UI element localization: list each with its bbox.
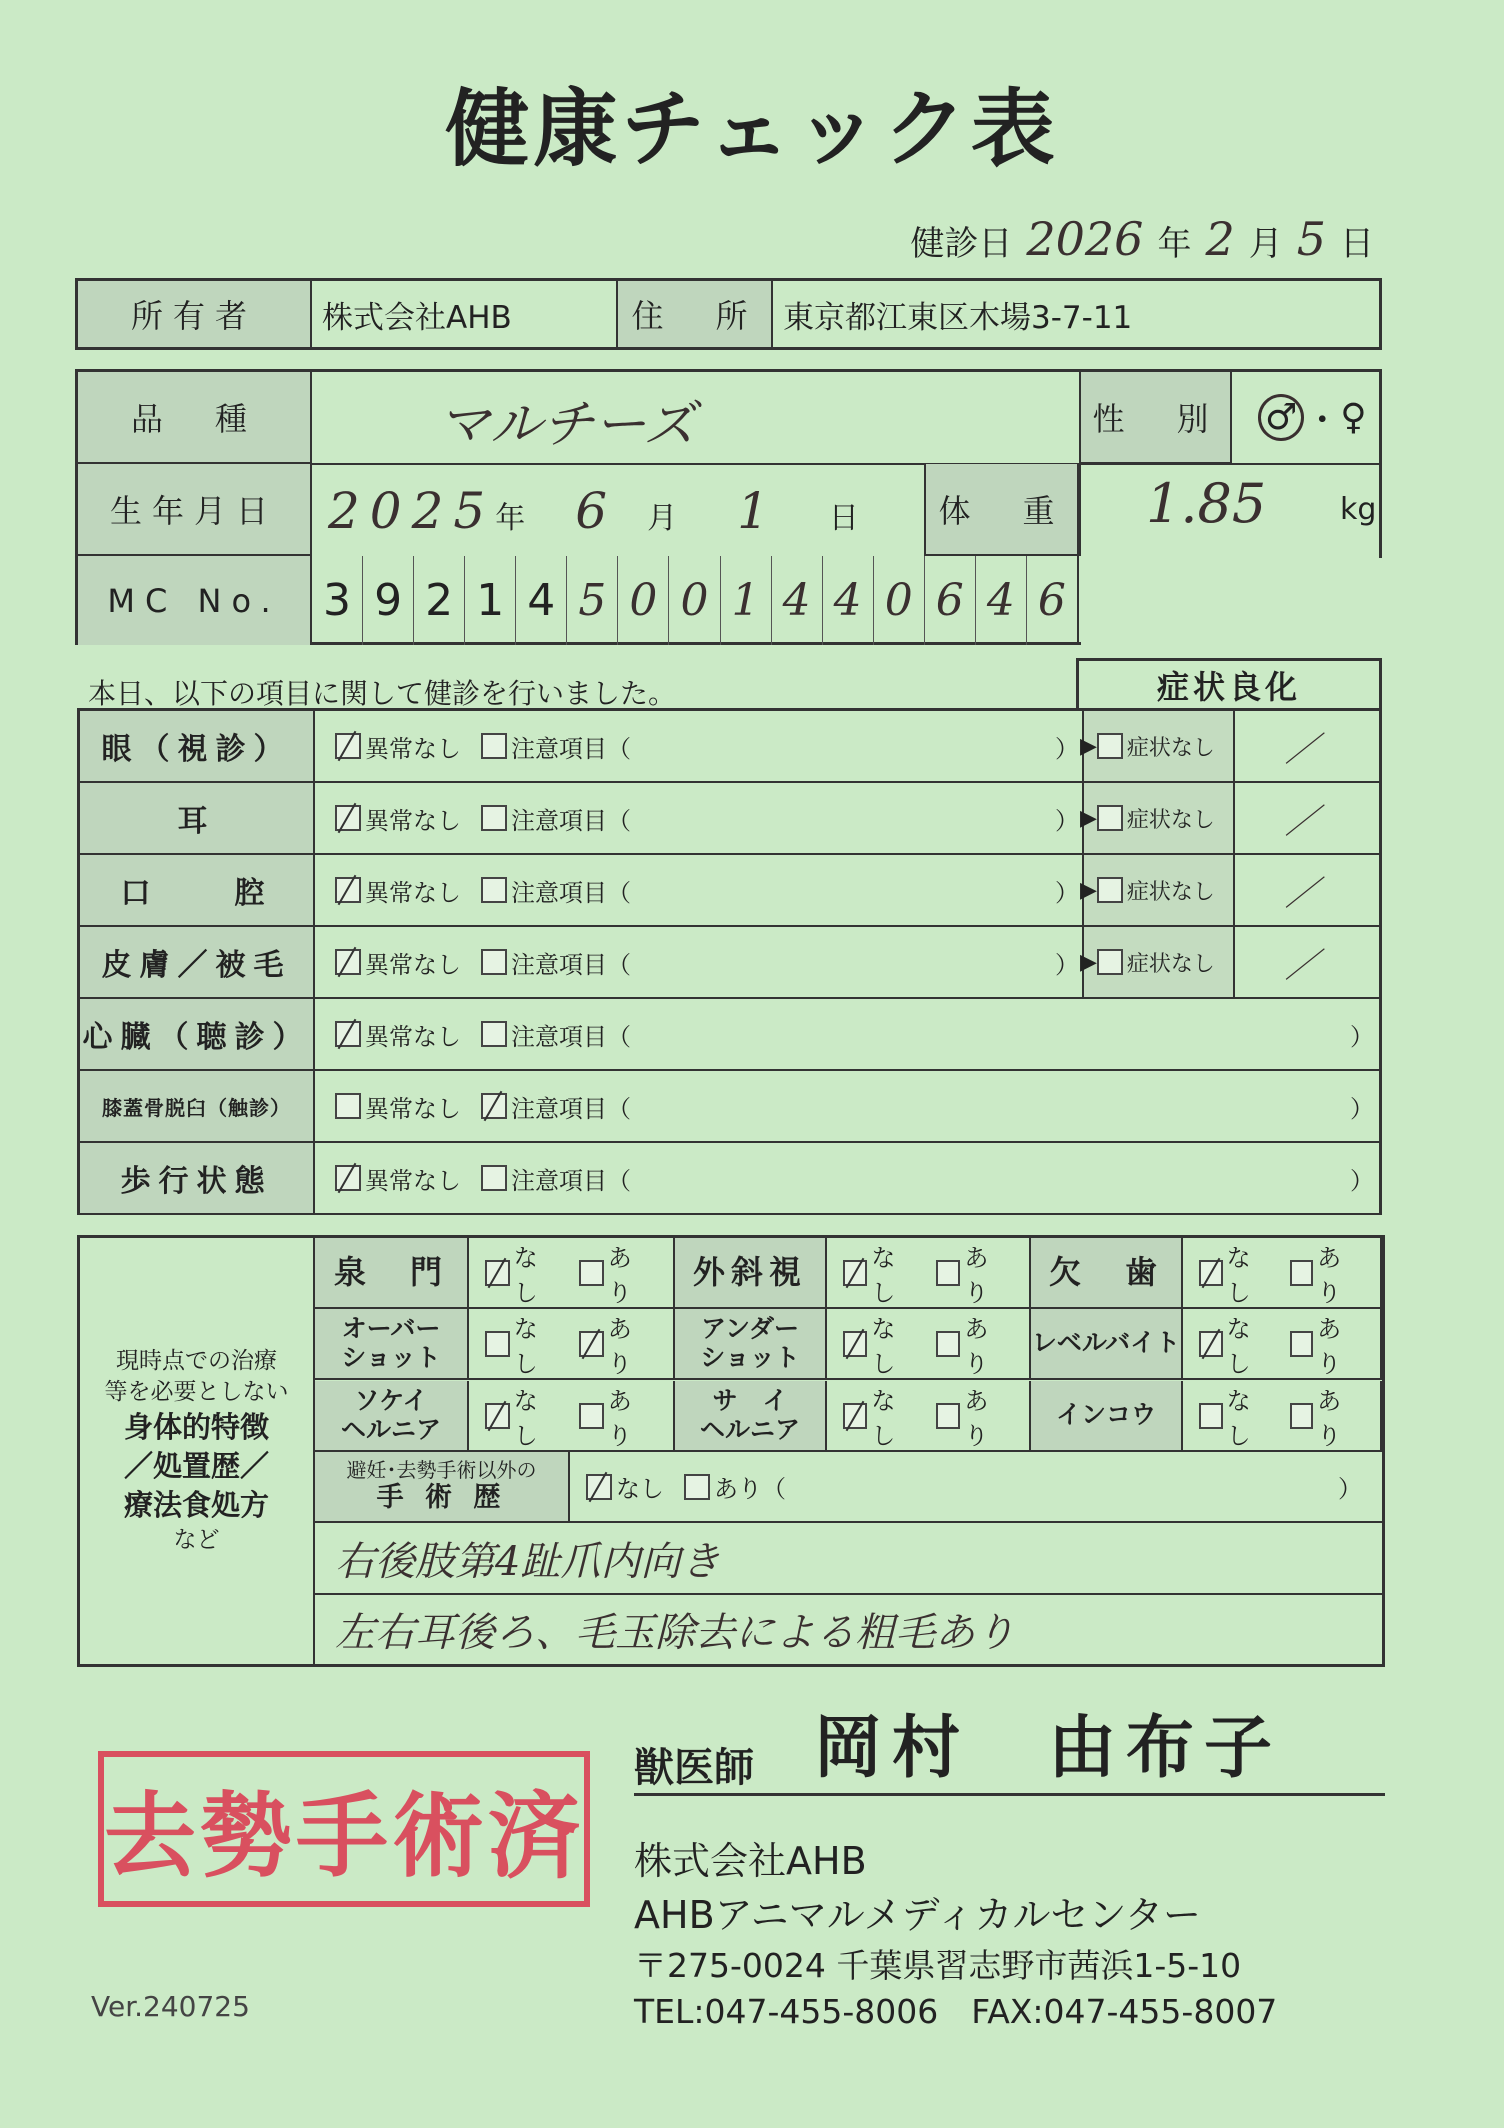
present-checkbox[interactable] — [936, 1403, 960, 1429]
feature-options — [827, 1381, 1031, 1452]
none-option — [1199, 1309, 1270, 1379]
caution-checkbox[interactable] — [481, 1165, 507, 1191]
side-label-line: 現時点での治療 — [116, 1347, 277, 1374]
none-checkbox[interactable] — [1199, 1260, 1223, 1286]
exam-day: 5 — [1296, 212, 1326, 266]
exam-year: 2026 — [1026, 212, 1144, 266]
caution-checkbox[interactable] — [481, 805, 507, 831]
exam-date-label: 健診日 — [910, 224, 1013, 264]
none-checkbox[interactable] — [485, 1260, 510, 1286]
address-value: 東京都江東区木場3-7-11 — [783, 299, 1133, 336]
feature-label: レベルバイト — [1031, 1309, 1183, 1380]
improve-slash: ／ — [1285, 945, 1319, 986]
normal-checkbox[interactable] — [335, 733, 361, 759]
mc-digit: 4 — [771, 556, 822, 645]
surgery-label-main: 手 術 歴 — [376, 1482, 507, 1514]
present-option — [579, 1238, 653, 1308]
clinic-phone: TEL:047-455-8006 FAX:047-455-8007 — [634, 1992, 1278, 2031]
feature-options — [1183, 1309, 1382, 1380]
month-unit: 月 — [1248, 224, 1283, 264]
day-unit: 日 — [1340, 224, 1374, 264]
mc-digit: 4 — [515, 556, 566, 645]
none-checkbox[interactable] — [843, 1403, 867, 1429]
none-option — [485, 1381, 559, 1451]
mc-digit: 4 — [822, 556, 873, 645]
features-table — [77, 1235, 1385, 1667]
clinic-name: AHBアニマルメディカルセンター — [634, 1893, 1202, 1937]
surgery-label — [315, 1452, 570, 1523]
address-label: 住 所 — [618, 281, 773, 347]
none-checkbox[interactable] — [1199, 1403, 1223, 1429]
exam-row — [80, 855, 1379, 927]
exam-row-label: 膝蓋骨脱臼（触診） — [80, 1071, 315, 1141]
close-paren: ） — [1350, 1094, 1374, 1123]
clinic-address: 〒275-0024 千葉県習志野市茜浜1-5-10 — [634, 1946, 1242, 1985]
side-label-line: 療法食処方 — [123, 1488, 269, 1523]
feature-label: オーバー ショット — [315, 1309, 469, 1380]
symptom-none-label: 症状なし — [1126, 879, 1215, 905]
none-option — [843, 1238, 916, 1308]
side-label-line: ／処置歴／ — [123, 1448, 269, 1483]
mc-digit: 0 — [873, 556, 924, 645]
exam-row — [80, 1143, 1379, 1215]
none-label: なし — [513, 1314, 538, 1378]
birth-date — [328, 482, 928, 540]
none-option — [485, 1238, 559, 1308]
birth-month: 6 — [575, 482, 608, 540]
improve-slash: ／ — [1285, 873, 1319, 914]
present-label: あり — [964, 1386, 989, 1450]
none-checkbox[interactable] — [1199, 1331, 1223, 1357]
sex-options — [1258, 392, 1367, 443]
surgery-present-checkbox[interactable] — [684, 1474, 710, 1500]
feature-options — [469, 1309, 675, 1380]
close-paren: ） — [1338, 1475, 1362, 1503]
mc-digit: 0 — [617, 556, 668, 645]
feature-options — [827, 1238, 1031, 1309]
improve-cell — [1082, 783, 1235, 853]
feature-options — [469, 1381, 675, 1452]
none-label: なし — [871, 1386, 896, 1450]
sex-label: 性 別 — [1079, 372, 1232, 464]
improve-cell — [1082, 927, 1235, 997]
feature-options — [1183, 1238, 1382, 1309]
arrow-right-icon: ▶ — [1080, 877, 1097, 903]
none-option — [1199, 1238, 1270, 1308]
sex-female: ♀ — [1340, 397, 1367, 438]
none-label: なし — [1226, 1243, 1251, 1307]
caution-option — [481, 873, 631, 908]
owner-value: 株式会社AHB — [312, 281, 618, 347]
surgery-present-label: あり（ — [714, 1475, 786, 1503]
present-label: あり — [964, 1314, 989, 1378]
side-label-line: 身体的特徴 — [123, 1409, 269, 1444]
caution-checkbox[interactable] — [481, 949, 507, 975]
improve-cell — [1082, 711, 1235, 781]
normal-label: 異常なし — [365, 1094, 461, 1123]
owner-label: 所有者 — [78, 281, 312, 347]
present-checkbox[interactable] — [1290, 1260, 1314, 1286]
caution-option — [481, 1161, 631, 1196]
close-paren: ） — [1350, 1022, 1374, 1051]
present-label: あり — [607, 1314, 632, 1378]
year-unit: 年 — [1157, 224, 1192, 264]
mc-digit: 5 — [566, 556, 617, 645]
present-checkbox[interactable] — [1290, 1403, 1314, 1429]
mc-digit: 0 — [668, 556, 719, 645]
exam-row — [80, 1071, 1379, 1143]
normal-label: 異常なし — [365, 1022, 461, 1051]
pet-table — [75, 369, 1382, 645]
normal-label: 異常なし — [365, 878, 461, 907]
caution-label: 注意項目（ — [511, 734, 631, 763]
close-paren: ） — [1055, 734, 1079, 763]
vet-signature — [634, 1709, 1385, 1796]
present-option — [1290, 1309, 1361, 1379]
normal-label: 異常なし — [365, 950, 461, 979]
birth-day: 1 — [737, 482, 769, 540]
normal-option — [335, 945, 461, 980]
exam-intro: 本日、以下の項目に関して健診を行いました。 — [88, 677, 677, 710]
exam-row — [80, 927, 1379, 999]
close-paren: ） — [1055, 806, 1079, 835]
normal-checkbox[interactable] — [335, 805, 361, 831]
year-unit: 年 — [495, 501, 526, 536]
exam-row-label: 口 腔 — [80, 855, 315, 925]
none-checkbox[interactable] — [485, 1331, 510, 1357]
surgery-none-label: なし — [616, 1475, 664, 1503]
side-label-line: 等を必要としない — [104, 1378, 289, 1405]
caution-label: 注意項目（ — [511, 878, 631, 907]
none-label: なし — [513, 1386, 538, 1450]
breed-value: マルチーズ — [438, 395, 696, 455]
arrow-right-icon: ▶ — [1080, 949, 1097, 975]
present-label: あり — [964, 1243, 989, 1307]
caution-checkbox[interactable] — [481, 1093, 507, 1119]
present-label: あり — [607, 1386, 632, 1450]
none-checkbox[interactable] — [843, 1260, 867, 1286]
owner-table — [75, 278, 1382, 350]
normal-checkbox[interactable] — [335, 1021, 361, 1047]
present-checkbox[interactable] — [1290, 1331, 1314, 1357]
clinic-company: 株式会社AHB — [634, 1839, 867, 1883]
present-option — [579, 1381, 653, 1451]
feature-label: インコウ — [1031, 1381, 1183, 1452]
feature-options — [469, 1238, 675, 1309]
mc-digit: 1 — [464, 556, 515, 645]
present-checkbox[interactable] — [936, 1260, 960, 1286]
caution-option — [481, 1089, 631, 1124]
exam-table — [77, 708, 1382, 1215]
symptom-none-checkbox[interactable] — [1097, 805, 1123, 831]
mc-digit: 4 — [975, 556, 1026, 645]
exam-row — [80, 999, 1379, 1071]
none-label: なし — [1226, 1386, 1251, 1450]
normal-checkbox[interactable] — [335, 949, 361, 975]
present-checkbox[interactable] — [579, 1260, 604, 1286]
close-paren: ） — [1055, 878, 1079, 907]
symptom-none-label: 症状なし — [1126, 807, 1215, 833]
feature-label: アンダー ショット — [675, 1309, 827, 1380]
normal-option — [335, 729, 461, 764]
side-label-line: など — [173, 1527, 220, 1554]
none-checkbox[interactable] — [843, 1331, 867, 1357]
none-option — [485, 1309, 559, 1379]
vet-name: 岡村 由布子 — [814, 1709, 1283, 1788]
surgery-present-option — [684, 1469, 786, 1504]
normal-checkbox[interactable] — [335, 1093, 361, 1119]
surgery-none-checkbox[interactable] — [586, 1474, 612, 1500]
exam-month: 2 — [1205, 212, 1235, 266]
normal-option — [335, 873, 461, 908]
normal-label: 異常なし — [365, 734, 461, 763]
exam-row-label: 眼（視診） — [80, 711, 315, 781]
surgery-options — [570, 1452, 1382, 1523]
version: Ver.240725 — [91, 1990, 250, 2023]
day-unit: 日 — [828, 501, 859, 536]
normal-option — [335, 1089, 461, 1124]
close-paren: ） — [1350, 1166, 1374, 1195]
symptom-none-label: 症状なし — [1126, 951, 1215, 977]
arrow-right-icon: ▶ — [1080, 733, 1097, 759]
arrow-right-icon: ▶ — [1080, 805, 1097, 831]
surgery-none-option — [586, 1469, 664, 1504]
normal-option — [335, 1161, 461, 1196]
sex-sep: ・ — [1304, 400, 1341, 441]
surgery-label-small: 避妊･去勢手術以外の — [346, 1458, 537, 1483]
caution-option — [481, 729, 631, 764]
normal-label: 異常なし — [365, 806, 461, 835]
feature-label: 欠 歯 — [1031, 1238, 1183, 1309]
caution-label: 注意項目（ — [511, 806, 631, 835]
mc-digit: 9 — [362, 556, 413, 645]
birth-label: 生年月日 — [78, 464, 312, 556]
normal-option — [335, 1017, 461, 1052]
none-label: なし — [871, 1243, 896, 1307]
note-line: 右後肢第4趾爪内向き — [315, 1523, 1382, 1595]
none-option — [843, 1309, 916, 1379]
improve-slash: ／ — [1285, 729, 1319, 770]
feature-label: 泉 門 — [315, 1238, 469, 1309]
mc-label: MC No. — [78, 556, 312, 645]
caution-label: 注意項目（ — [511, 1022, 631, 1051]
present-option — [936, 1381, 1009, 1451]
present-option — [1290, 1381, 1361, 1451]
feature-options — [827, 1309, 1031, 1380]
feature-options — [1183, 1381, 1382, 1452]
caution-option — [481, 801, 631, 836]
present-label: あり — [1317, 1386, 1342, 1450]
mc-digit: 6 — [1026, 556, 1077, 645]
normal-option — [335, 801, 461, 836]
none-option — [1199, 1381, 1270, 1451]
symptom-none-checkbox[interactable] — [1097, 877, 1123, 903]
none-checkbox[interactable] — [485, 1403, 510, 1429]
normal-checkbox[interactable] — [335, 877, 361, 903]
features-side-label — [80, 1238, 315, 1664]
month-unit: 月 — [647, 501, 678, 536]
symptom-none-label: 症状なし — [1126, 735, 1215, 761]
present-checkbox[interactable] — [579, 1331, 604, 1357]
neutered-stamp: 去勢手術済 — [98, 1751, 590, 1907]
exam-row-label: 耳 — [80, 783, 315, 853]
breed-label: 品 種 — [78, 372, 312, 464]
caution-checkbox[interactable] — [481, 877, 507, 903]
mc-number — [312, 556, 1079, 645]
present-option — [1290, 1238, 1361, 1308]
present-label: あり — [1317, 1314, 1342, 1378]
improve-header: 症状良化 — [1076, 658, 1382, 708]
feature-label: 外斜視 — [675, 1238, 827, 1309]
none-option — [843, 1381, 916, 1451]
improve-cell — [1082, 855, 1235, 925]
caution-option — [481, 1017, 631, 1052]
mc-digit: 2 — [413, 556, 464, 645]
exam-row-label: 心臓（聴診） — [80, 999, 315, 1069]
exam-row — [80, 711, 1379, 783]
none-label: なし — [1226, 1314, 1251, 1378]
weight-value: 1.85 — [1146, 472, 1267, 535]
caution-checkbox[interactable] — [481, 1021, 507, 1047]
symptom-none-checkbox[interactable] — [1097, 949, 1123, 975]
caution-label: 注意項目（ — [511, 950, 631, 979]
exam-row-label: 歩行状態 — [80, 1143, 315, 1213]
feature-label: ソケイ ヘルニア — [315, 1381, 469, 1452]
exam-row — [80, 783, 1379, 855]
caution-label: 注意項目（ — [511, 1166, 631, 1195]
mc-digit: 6 — [924, 556, 975, 645]
exam-row-label: 皮膚／被毛 — [80, 927, 315, 997]
present-checkbox[interactable] — [936, 1331, 960, 1357]
close-paren: ） — [1055, 950, 1079, 979]
weight-unit: kg — [1340, 492, 1377, 527]
none-label: なし — [871, 1314, 896, 1378]
symptom-none-checkbox[interactable] — [1097, 733, 1123, 759]
feature-label: サ イ ヘルニア — [675, 1381, 827, 1452]
present-option — [579, 1309, 653, 1379]
present-option — [936, 1238, 1009, 1308]
mc-digit: 1 — [720, 556, 771, 645]
none-label: なし — [513, 1243, 538, 1307]
present-checkbox[interactable] — [579, 1403, 604, 1429]
weight-label: 体 重 — [924, 464, 1079, 556]
birth-year: 2025 — [328, 482, 496, 540]
normal-checkbox[interactable] — [335, 1165, 361, 1191]
improve-slash: ／ — [1285, 801, 1319, 842]
present-option — [936, 1309, 1009, 1379]
sex-male-circled: ♂ — [1258, 394, 1304, 441]
normal-label: 異常なし — [365, 1166, 461, 1195]
caution-checkbox[interactable] — [481, 733, 507, 759]
vet-label: 獣医師 — [634, 1745, 754, 1791]
exam-date — [910, 212, 1374, 266]
present-label: あり — [1317, 1243, 1342, 1307]
note-line: 左右耳後ろ、毛玉除去による粗毛あり — [335, 1610, 1015, 1656]
caution-option — [481, 945, 631, 980]
caution-label: 注意項目（ — [511, 1094, 631, 1123]
page-title: 健康チェック表 — [445, 80, 1059, 178]
present-label: あり — [607, 1243, 632, 1307]
mc-digit: 3 — [323, 575, 352, 626]
